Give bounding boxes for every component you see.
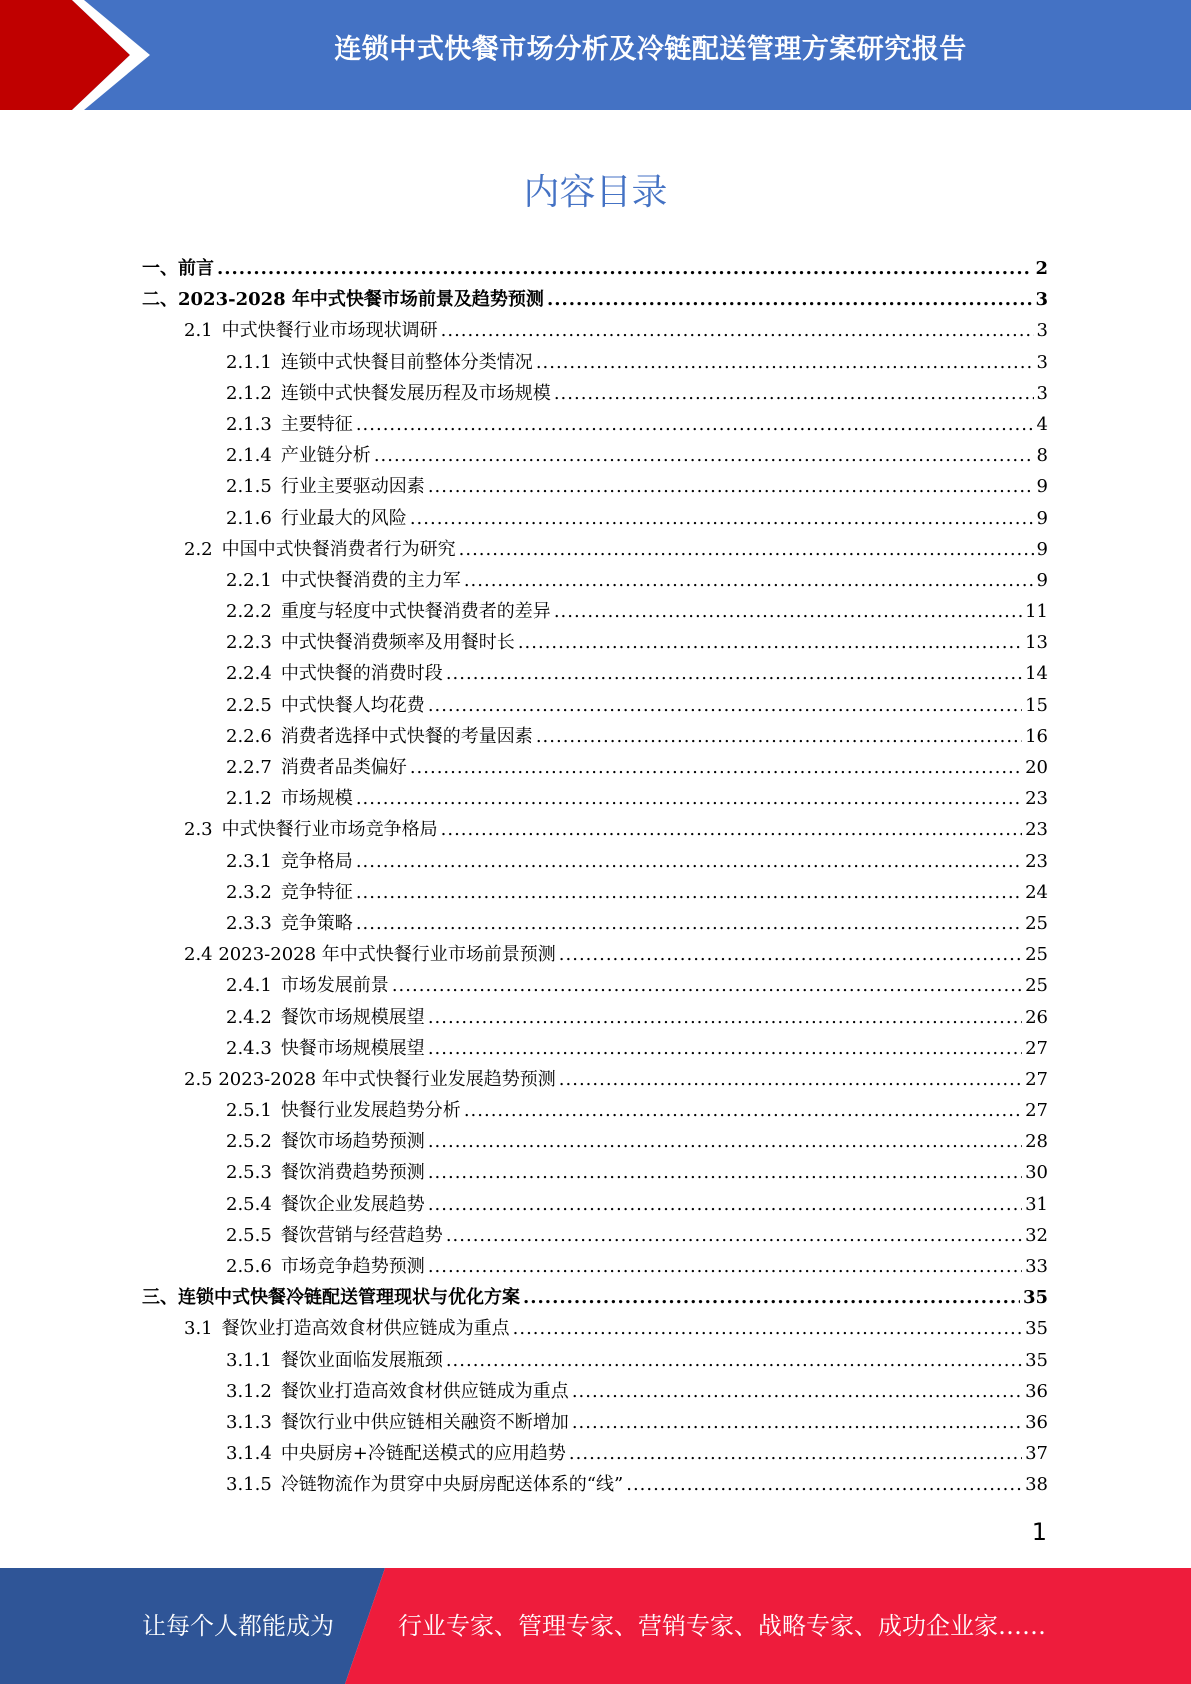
toc-dot-leader xyxy=(428,695,1022,716)
toc-entry[interactable] xyxy=(142,628,1048,659)
toc-entry-number: 2.1.5 xyxy=(226,476,272,498)
toc-entry-title: 餐饮消费趋势预测 xyxy=(280,1162,425,1184)
toc-entry-page: 25 xyxy=(1025,912,1048,934)
toc-entry-page: 11 xyxy=(1025,601,1048,623)
toc-entry[interactable] xyxy=(142,410,1048,441)
toc-entry-title: 2023-2028 年中式快餐市场前景及趋势预测 xyxy=(178,289,544,311)
toc-title: 内容目录 xyxy=(523,172,668,213)
toc-dot-leader xyxy=(441,320,1034,341)
toc-entry[interactable] xyxy=(142,1408,1048,1439)
toc-entry-title: 中式快餐行业市场竞争格局 xyxy=(221,819,438,841)
toc-dot-leader xyxy=(559,1069,1022,1090)
toc-dot-leader xyxy=(446,1350,1022,1371)
toc-entry[interactable] xyxy=(142,379,1048,410)
toc-entry-page: 16 xyxy=(1025,725,1048,747)
toc-entry-title: 餐饮企业发展趋势 xyxy=(280,1193,425,1215)
toc-entry-page: 8 xyxy=(1036,445,1048,467)
toc-entry-title: 餐饮业打造高效食材供应链成为重点 xyxy=(221,1318,510,1340)
toc-entry-page: 27 xyxy=(1025,1068,1048,1090)
toc-entry-page: 27 xyxy=(1025,1037,1048,1059)
toc-entry-title: 餐饮业打造高效食材供应链成为重点 xyxy=(280,1380,569,1402)
page-header xyxy=(0,0,1191,110)
toc-entry-title: 竞争特征 xyxy=(280,881,353,903)
toc-dot-leader xyxy=(554,383,1034,404)
toc-entry-title: 行业主要驱动因素 xyxy=(280,476,425,498)
toc-entry-title: 产业链分析 xyxy=(280,445,371,467)
toc-entry-number: 2.2 xyxy=(184,538,213,560)
toc-dot-leader xyxy=(217,258,1032,279)
toc-entry-page: 15 xyxy=(1025,694,1048,716)
toc-entry-number: 3.1.4 xyxy=(226,1443,272,1465)
toc-entry-title: 连锁中式快餐冷链配送管理现状与优化方案 xyxy=(178,1287,520,1309)
toc-dot-leader xyxy=(536,726,1022,747)
toc-entry-page: 3 xyxy=(1036,351,1048,373)
toc-dot-leader xyxy=(356,414,1034,435)
toc-entry-page: 9 xyxy=(1036,476,1048,498)
toc-entry-number: 2.5.1 xyxy=(226,1100,272,1122)
toc-entry-title: 主要特征 xyxy=(280,413,353,435)
toc-entry-page: 35 xyxy=(1025,1318,1048,1340)
toc-dot-leader xyxy=(410,508,1034,529)
toc-entry-title: 中国中式快餐消费者行为研究 xyxy=(221,538,456,560)
toc-dot-leader xyxy=(536,352,1034,373)
toc-entry-page: 24 xyxy=(1025,881,1048,903)
toc-entry-number: 2.2.7 xyxy=(226,757,272,778)
toc-entry-page: 25 xyxy=(1025,944,1048,966)
toc-dot-leader xyxy=(428,1194,1022,1215)
toc-entry-number: 2.1.3 xyxy=(226,413,272,435)
toc-entry-number: 2.4.2 xyxy=(226,1006,272,1028)
page-number: 1 xyxy=(1031,1518,1047,1546)
toc-entry[interactable] xyxy=(142,348,1048,379)
toc-entry-number: 2.5.5 xyxy=(226,1224,272,1246)
toc-entry-number: 3.1.5 xyxy=(226,1474,272,1496)
toc-entry-title: 中式快餐行业市场现状调研 xyxy=(221,320,438,342)
toc-entry-number: 三、 xyxy=(142,1287,178,1309)
toc-entry-page: 26 xyxy=(1025,1006,1048,1028)
toc-dot-leader xyxy=(554,601,1022,622)
toc-entry-number: 2.3.1 xyxy=(226,850,272,872)
toc-entry-title: 餐饮市场趋势预测 xyxy=(280,1131,425,1153)
toc-entry-number: 2.3.2 xyxy=(226,881,272,903)
toc-entry[interactable] xyxy=(142,1346,1048,1377)
toc-entry-title: 消费者品类偏好 xyxy=(280,757,407,778)
toc-entry[interactable] xyxy=(142,878,1048,909)
toc-entry[interactable] xyxy=(142,472,1048,503)
toc-dot-leader xyxy=(392,975,1022,996)
toc-dot-leader xyxy=(626,1474,1022,1495)
toc-entry[interactable] xyxy=(142,597,1048,628)
toc-entry-title: 2.5 2023-2028 年中式快餐行业发展趋势预测 xyxy=(184,1068,556,1090)
toc-entry-title: 前言 xyxy=(178,258,214,279)
toc-dot-leader xyxy=(464,570,1034,591)
toc-entry-number: 2.1.2 xyxy=(226,382,272,404)
toc-dot-leader xyxy=(428,1131,1022,1152)
toc-entry-title: 连锁中式快餐目前整体分类情况 xyxy=(280,351,533,373)
toc-entry-number: 3.1.2 xyxy=(226,1380,272,1402)
toc-entry[interactable] xyxy=(142,254,1048,285)
toc-dot-leader xyxy=(547,289,1033,310)
toc-entry-page: 23 xyxy=(1025,850,1048,872)
toc-dot-leader xyxy=(572,1381,1022,1402)
toc-entry[interactable] xyxy=(142,784,1048,815)
toc-entry-title: 市场发展前景 xyxy=(280,975,389,997)
page-footer xyxy=(0,1568,1191,1684)
toc-entry-page: 28 xyxy=(1025,1131,1048,1153)
toc-entry-number: 2.4.3 xyxy=(226,1037,272,1059)
toc-entry-number: 3.1.1 xyxy=(226,1349,272,1371)
toc-dot-leader xyxy=(559,944,1022,965)
toc-entry-page: 38 xyxy=(1025,1474,1048,1496)
toc-entry[interactable] xyxy=(142,1096,1048,1127)
toc-dot-leader xyxy=(356,851,1022,872)
toc-entry[interactable] xyxy=(142,1470,1048,1501)
toc-dot-leader xyxy=(464,1100,1022,1121)
toc-entry-title: 中式快餐消费频率及用餐时长 xyxy=(280,632,515,654)
toc-entry-page: 3 xyxy=(1035,289,1048,311)
toc-entry[interactable] xyxy=(142,285,1048,316)
toc-entry-title: 餐饮市场规模展望 xyxy=(280,1006,425,1028)
toc-entry-number: 2.1.4 xyxy=(226,445,272,467)
footer-slogan-right: 行业专家、管理专家、营销专家、战略专家、成功企业家…… xyxy=(398,1612,1046,1640)
toc-entry-page: 30 xyxy=(1025,1162,1048,1184)
toc-entry-page: 32 xyxy=(1025,1224,1048,1246)
toc-dot-leader xyxy=(441,819,1022,840)
toc-entry-page: 23 xyxy=(1025,819,1048,841)
toc-entry-number: 2.5.3 xyxy=(226,1162,272,1184)
toc-entry-page: 9 xyxy=(1036,538,1048,560)
toc-entry-title: 中式快餐人均花费 xyxy=(280,694,425,716)
toc-entry[interactable] xyxy=(142,1065,1048,1096)
toc-dot-leader xyxy=(446,663,1022,684)
toc-entry-page: 31 xyxy=(1025,1193,1048,1215)
toc-entry-page: 37 xyxy=(1025,1443,1048,1465)
toc-entry-title: 中央厨房+冷链配送模式的应用趋势 xyxy=(280,1443,566,1465)
toc-entry-number: 2.3 xyxy=(184,819,213,841)
toc-entry-number: 2.5.6 xyxy=(226,1256,272,1277)
toc-entry-title: 中式快餐消费的主力军 xyxy=(280,569,461,591)
toc-entry-title: 行业最大的风险 xyxy=(280,507,407,529)
toc-entry[interactable] xyxy=(142,1377,1048,1408)
toc-entry-page: 9 xyxy=(1036,569,1048,591)
toc-dot-leader xyxy=(459,539,1034,560)
toc-entry[interactable] xyxy=(142,504,1048,535)
toc-entry-title: 市场竞争趋势预测 xyxy=(280,1256,425,1277)
toc-entry[interactable] xyxy=(142,940,1048,971)
toc-dot-leader xyxy=(428,1038,1022,1059)
toc-entry-page: 35 xyxy=(1025,1349,1048,1371)
toc-dot-leader xyxy=(356,882,1022,903)
toc-entry-title: 连锁中式快餐发展历程及市场规模 xyxy=(280,382,551,404)
toc-entry-number: 2.2.3 xyxy=(226,632,272,654)
toc-entry-title: 餐饮行业中供应链相关融资不断增加 xyxy=(280,1411,569,1433)
toc-entry-page: 13 xyxy=(1025,632,1048,654)
toc-dot-leader xyxy=(356,913,1022,934)
toc-entry-number: 一、 xyxy=(142,258,178,279)
toc-entry[interactable] xyxy=(142,1190,1048,1221)
toc-entry-title: 消费者选择中式快餐的考量因素 xyxy=(280,725,533,747)
toc-entry-number: 2.2.5 xyxy=(226,694,272,716)
toc-entry-number: 2.2.6 xyxy=(226,725,272,747)
toc-entry[interactable] xyxy=(142,847,1048,878)
toc-entry-title: 快餐市场规模展望 xyxy=(280,1037,425,1059)
toc-entry[interactable] xyxy=(142,316,1048,347)
toc-entry[interactable] xyxy=(142,1252,1048,1283)
toc-dot-leader xyxy=(518,632,1022,653)
toc-entry-page: 3 xyxy=(1036,320,1048,342)
toc-entry[interactable] xyxy=(142,1314,1048,1345)
toc-entry[interactable] xyxy=(142,1283,1048,1314)
toc-dot-leader xyxy=(523,1287,1020,1308)
toc-entry[interactable] xyxy=(142,722,1048,753)
toc-entry-title: 竞争格局 xyxy=(280,850,353,872)
toc-entry[interactable] xyxy=(142,691,1048,722)
toc-entry-title: 2.4 2023-2028 年中式快餐行业市场前景预测 xyxy=(184,944,556,966)
toc-entry-page: 4 xyxy=(1036,413,1048,435)
toc-dot-leader xyxy=(446,1225,1022,1246)
toc-entry[interactable] xyxy=(142,1158,1048,1189)
toc-entry-number: 2.5.2 xyxy=(226,1131,272,1153)
header-title: 连锁中式快餐市场分析及冷链配送管理方案研究报告 xyxy=(334,34,967,65)
toc-entry-page: 35 xyxy=(1022,1287,1048,1309)
toc-entry-page: 33 xyxy=(1025,1256,1048,1277)
toc-entry[interactable] xyxy=(142,1034,1048,1065)
toc-entry[interactable] xyxy=(142,815,1048,846)
toc-dot-leader xyxy=(569,1443,1022,1464)
toc-dot-leader xyxy=(572,1412,1022,1433)
toc-dot-leader xyxy=(428,1162,1022,1183)
footer-slogan-left: 让每个人都能成为 xyxy=(142,1612,334,1640)
toc-entry-number: 2.2.1 xyxy=(226,569,272,591)
toc-entry-number: 2.1 xyxy=(184,320,213,342)
toc-entry[interactable] xyxy=(142,753,1048,784)
toc-entry[interactable] xyxy=(142,535,1048,566)
toc-entry[interactable] xyxy=(142,1003,1048,1034)
toc-entry-number: 2.3.3 xyxy=(226,912,272,934)
toc-entry-title: 竞争策略 xyxy=(280,912,353,934)
toc-dot-leader xyxy=(356,788,1022,809)
toc-entry-page: 25 xyxy=(1025,975,1048,997)
toc-entry-number: 2.5.4 xyxy=(226,1193,272,1215)
toc-entry-page: 36 xyxy=(1025,1380,1048,1402)
toc-entry-page: 20 xyxy=(1025,757,1048,778)
toc-entry[interactable] xyxy=(142,659,1048,690)
toc-entry[interactable] xyxy=(142,1221,1048,1252)
toc-entry-title: 餐饮营销与经营趋势 xyxy=(280,1224,443,1246)
toc-entry[interactable] xyxy=(142,566,1048,597)
toc-entry-page: 23 xyxy=(1025,788,1048,810)
toc-entry-title: 市场规模 xyxy=(280,788,353,810)
toc-entry-page: 14 xyxy=(1025,663,1048,685)
toc-entry[interactable] xyxy=(142,1439,1048,1470)
toc-entry-title: 快餐行业发展趋势分析 xyxy=(280,1100,461,1122)
toc-entry-number: 2.1.6 xyxy=(226,507,272,529)
toc-entry-title: 中式快餐的消费时段 xyxy=(280,663,443,685)
toc-entry-page: 9 xyxy=(1036,507,1048,529)
toc-entry-number: 二、 xyxy=(142,289,178,311)
toc-entry[interactable] xyxy=(142,441,1048,472)
toc-entry-number: 3.1.3 xyxy=(226,1411,272,1433)
toc-dot-leader xyxy=(513,1318,1022,1339)
toc-dot-leader xyxy=(428,476,1034,497)
toc-entry-title: 冷链物流作为贯穿中央厨房配送体系的“线” xyxy=(280,1474,624,1496)
toc-entry[interactable] xyxy=(142,909,1048,940)
toc-entry-page: 27 xyxy=(1025,1100,1048,1122)
toc-entry[interactable] xyxy=(142,971,1048,1002)
toc-entry-number: 2.2.2 xyxy=(226,601,272,623)
header-chevron-icon xyxy=(0,0,160,110)
toc-entry-title: 重度与轻度中式快餐消费者的差异 xyxy=(280,601,551,623)
toc-entry-title: 餐饮业面临发展瓶颈 xyxy=(280,1349,443,1371)
table-of-contents xyxy=(142,254,1048,1502)
toc-entry-page: 3 xyxy=(1036,382,1048,404)
toc-entry-number: 2.1.2 xyxy=(226,788,272,810)
toc-dot-leader xyxy=(410,757,1022,778)
toc-entry-page: 36 xyxy=(1025,1411,1048,1433)
toc-entry[interactable] xyxy=(142,1127,1048,1158)
toc-entry-page: 2 xyxy=(1035,258,1048,279)
toc-entry-number: 2.2.4 xyxy=(226,663,272,685)
toc-dot-leader xyxy=(428,1007,1022,1028)
toc-entry-number: 2.4.1 xyxy=(226,975,272,997)
toc-entry-number: 2.1.1 xyxy=(226,351,272,373)
toc-dot-leader xyxy=(374,445,1034,466)
toc-dot-leader xyxy=(428,1256,1022,1277)
toc-entry-number: 3.1 xyxy=(184,1318,213,1340)
